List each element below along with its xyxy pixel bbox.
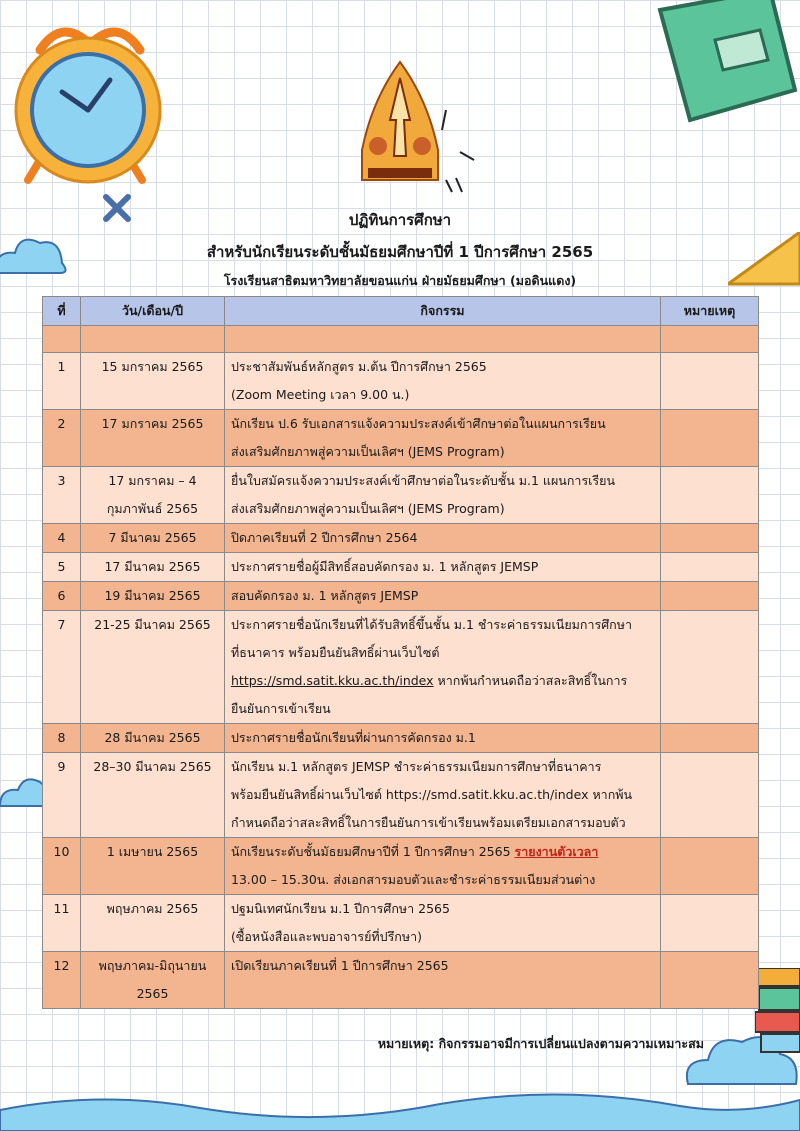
row-activity: นักเรียน ม.1 หลักสูตร JEMSP ชำระค่าธรรมเนียมการศึกษาที่ธนาคาร พร้อมยืนยันสิทธิ์ผ่านเว็บไซต์ https://smd.satit.kku.ac.th/index หากพ้น กำหนดถือว่าสละสิทธิ์ในการยืนยันการเข้าเรียนพร้อมเตรียมเอกสารมอบตัว <box>225 753 661 838</box>
wave-ground-icon <box>0 1080 800 1131</box>
col-header-no: ที่ <box>43 297 81 326</box>
table-row <box>43 410 759 467</box>
row-activity: นักเรียน ป.6 รับเอกสารแจ้งความประสงค์เข้าศึกษาต่อในแผนการเรียน ส่งเสริมศักยภาพสู่ความเป็นเลิศฯ (JEMS Program) <box>225 410 661 467</box>
table-row <box>43 611 759 724</box>
row-date: 21-25 มีนาคม 2565 <box>81 611 225 724</box>
row-note <box>661 524 759 553</box>
row-date: 17 มกราคม 2565 <box>81 410 225 467</box>
row-number: 3 <box>43 467 81 524</box>
row-date: 15 มกราคม 2565 <box>81 353 225 410</box>
row-activity: นักเรียนระดับชั้นมัธยมศึกษาปีที่ 1 ปีการศึกษา 2565 รายงานตัวเวลา 13.00 – 15.30น. ส่งเอกสารมอบตัวและชำระค่าธรรมเนียมส่วนต่าง <box>225 838 661 895</box>
row-date: 17 มกราคม – 4 กุมภาพันธ์ 2565 <box>81 467 225 524</box>
row-activity: ยื่นใบสมัครแจ้งความประสงค์เข้าศึกษาต่อในระดับชั้น ม.1 แผนการเรียน ส่งเสริมศักยภาพสู่ความเป็นเลิศฯ (JEMS Program) <box>225 467 661 524</box>
table-row <box>43 753 759 838</box>
document-title: ปฏิทินการศึกษา <box>348 211 452 229</box>
row-date: 7 มีนาคม 2565 <box>81 524 225 553</box>
alarm-clock-icon <box>0 10 175 190</box>
table-header-row <box>43 297 759 326</box>
table-row <box>43 467 759 524</box>
row-activity: สอบคัดกรอง ม. 1 หลักสูตร JEMSP <box>225 582 661 611</box>
row-date: พฤษภาคม 2565 <box>81 895 225 952</box>
row-activity: ประกาศรายชื่อผู้มีสิทธิ์สอบคัดกรอง ม. 1 หลักสูตร JEMSP <box>225 553 661 582</box>
table-row <box>43 952 759 1009</box>
sparkle-lines-icon <box>438 100 478 200</box>
table-row <box>43 353 759 410</box>
table-row <box>43 724 759 753</box>
table-row <box>43 838 759 895</box>
col-header-date: วัน/เดือน/ปี <box>81 297 225 326</box>
row-date: 1 เมษายน 2565 <box>81 838 225 895</box>
row-activity: ประกาศรายชื่อนักเรียนที่ผ่านการคัดกรอง ม.1 <box>225 724 661 753</box>
row-activity: ปฐมนิเทศนักเรียน ม.1 ปีการศึกษา 2565 (ซื้อหนังสือและพบอาจารย์ที่ปรึกษา) <box>225 895 661 952</box>
row-note <box>661 724 759 753</box>
university-logo <box>358 60 442 184</box>
col-header-activity: กิจกรรม <box>225 297 661 326</box>
row-date: 28 มีนาคม 2565 <box>81 724 225 753</box>
row-number: 11 <box>43 895 81 952</box>
table-row <box>43 524 759 553</box>
school-name: โรงเรียนสาธิตมหาวิทยาลัยขอนแก่น ฝ่ายมัธยมศึกษา (มอดินแดง) <box>223 273 577 288</box>
row-date: พฤษภาคม-มิถุนายน 2565 <box>81 952 225 1009</box>
row-number: 10 <box>43 838 81 895</box>
row-date: 19 มีนาคม 2565 <box>81 582 225 611</box>
row-note <box>661 553 759 582</box>
row-activity: ประกาศรายชื่อนักเรียนที่ได้รับสิทธิ์ขึ้นชั้น ม.1 ชำระค่าธรรมเนียมการศึกษา ที่ธนาคาร พร้อมยืนยันสิทธิ์ผ่านเว็บไซต์ https://smd.satit.kku.ac.th/index หากพ้นกำหนดถือว่าสละสิทธิ์ในการ ยืนยันการเข้าเรียน <box>225 611 661 724</box>
row-number: 12 <box>43 952 81 1009</box>
table-spacer-row <box>43 326 759 353</box>
row-activity: ปิดภาคเรียนที่ 2 ปีการศึกษา 2564 <box>225 524 661 553</box>
website-link[interactable]: https://smd.satit.kku.ac.th/index <box>231 673 434 688</box>
table-row <box>43 553 759 582</box>
document-subtitle: สำหรับนักเรียนระดับชั้นมัธยมศึกษาปีที่ 1 ปีการศึกษา 2565 <box>206 243 594 261</box>
row-note <box>661 353 759 410</box>
row-note <box>661 611 759 724</box>
row-number: 2 <box>43 410 81 467</box>
green-book-icon <box>620 0 800 140</box>
row-number: 9 <box>43 753 81 838</box>
row-note <box>661 753 759 838</box>
row-number: 5 <box>43 553 81 582</box>
row-note <box>661 582 759 611</box>
row-note <box>661 410 759 467</box>
footnote: หมายเหตุ: กิจกรรมอาจมีการเปลี่ยนแปลงตามความเหมาะสม <box>377 1036 704 1051</box>
table-row <box>43 895 759 952</box>
row-date: 28–30 มีนาคม 2565 <box>81 753 225 838</box>
table-row <box>43 582 759 611</box>
row-note <box>661 467 759 524</box>
col-header-note: หมายเหตุ <box>661 297 759 326</box>
row-date: 17 มีนาคม 2565 <box>81 553 225 582</box>
row-activity: ประชาสัมพันธ์หลักสูตร ม.ต้น ปีการศึกษา 2565 (Zoom Meeting เวลา 9.00 น.) <box>225 353 661 410</box>
row-number: 4 <box>43 524 81 553</box>
row-number: 7 <box>43 611 81 724</box>
row-number: 8 <box>43 724 81 753</box>
row-note <box>661 952 759 1009</box>
calendar-table <box>42 296 759 1009</box>
row-number: 6 <box>43 582 81 611</box>
row-number: 1 <box>43 353 81 410</box>
row-activity: เปิดเรียนภาคเรียนที่ 1 ปีการศึกษา 2565 <box>225 952 661 1009</box>
row-note <box>661 838 759 895</box>
books-stack-icon <box>755 968 800 1078</box>
row-note <box>661 895 759 952</box>
report-time-emphasis: รายงานตัวเวลา <box>514 844 599 859</box>
